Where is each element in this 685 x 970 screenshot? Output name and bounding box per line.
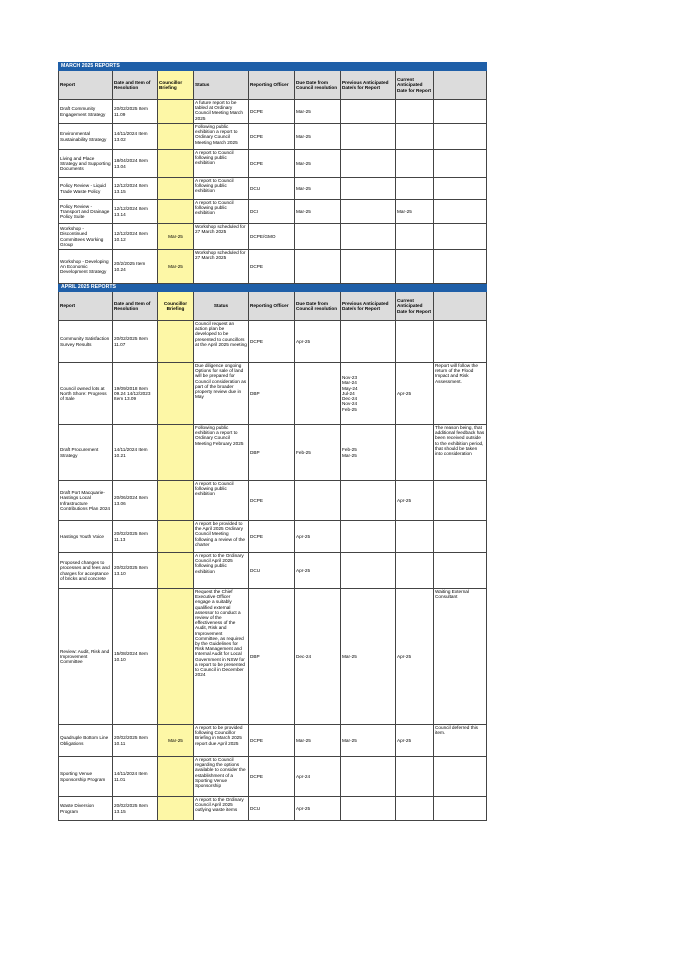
cell-previous: [341, 521, 396, 553]
cell-notes: [434, 521, 487, 553]
cell-report: Hastings Youth Voice: [59, 521, 113, 553]
cell-officer: DCU: [249, 178, 295, 200]
cell-date: 14/11/2024 Item 10.21: [113, 425, 158, 481]
cell-status: A report to Council following public exhibition: [194, 150, 249, 178]
march-header-row: [59, 71, 487, 100]
cell-notes: [434, 757, 487, 797]
column-header: Report: [59, 292, 113, 321]
cell-report: Workshop - Discontinued Committees Working Group: [59, 224, 113, 250]
cell-report: Review: Audit, Risk and Improvement Committee: [59, 589, 113, 725]
cell-current: Apr-25: [396, 589, 434, 725]
cell-date: 20/02/2025 Item 13.10: [113, 553, 158, 589]
table-row: [59, 363, 487, 425]
cell-due: Mar-25: [295, 124, 341, 150]
cell-briefing: [158, 321, 194, 363]
cell-report: Draft Procurement Strategy: [59, 425, 113, 481]
cell-notes: [434, 797, 487, 821]
table-row: [59, 481, 487, 521]
table-row: [59, 797, 487, 821]
cell-previous: [341, 100, 396, 124]
cell-briefing: [158, 200, 194, 224]
cell-officer: DBP: [249, 425, 295, 481]
cell-current: [396, 250, 434, 284]
column-header: Date and Item of Resolution: [113, 292, 158, 321]
cell-briefing: Mar-25: [158, 250, 194, 284]
cell-report: Policy Review - Transport and Drainage Policy Suite: [59, 200, 113, 224]
cell-previous: [341, 224, 396, 250]
march-section-title: [59, 63, 487, 71]
column-header: [434, 292, 487, 321]
column-header: Status: [194, 71, 249, 100]
cell-current: [396, 178, 434, 200]
cell-previous: [341, 797, 396, 821]
cell-due: Apr-24: [295, 757, 341, 797]
cell-notes: [434, 178, 487, 200]
cell-previous: [341, 178, 396, 200]
cell-notes: Council deferred this item.: [434, 725, 487, 757]
reports-table: [58, 62, 487, 821]
cell-date: 18/04/2024 Item 13.04: [113, 150, 158, 178]
cell-date: 12/12/2024 Item 10.12: [113, 224, 158, 250]
cell-status: Request the Chief Executive Officer engage a suitably qualified external assessor to conduct a review of the effectiveness of the Audit, Risk and Improvement Committee, as required by the Guidelines for Risk Management and Internal Audit for Local Government in NSW for a report to be presented to Council in December 2024: [194, 589, 249, 725]
table-row: [59, 224, 487, 250]
cell-date: 15/08/2024 Item 10.10: [113, 589, 158, 725]
cell-report: Workshop - Developing An Economic Development Strategy: [59, 250, 113, 284]
cell-notes: [434, 250, 487, 284]
table-row: [59, 521, 487, 553]
cell-current: [396, 757, 434, 797]
cell-status: A report to be provided following Councillor Briefing in March 2025 report due April 2025: [194, 725, 249, 757]
column-header: Reporting Officer: [249, 292, 295, 321]
cell-report: Waste Diversion Program: [59, 797, 113, 821]
cell-current: [396, 797, 434, 821]
cell-status: Council request an action plan be developed to be presented to councillors at the April 2025 meeting: [194, 321, 249, 363]
cell-briefing: [158, 100, 194, 124]
column-header: Current Anticipated Date for Report: [396, 292, 434, 321]
cell-briefing: [158, 521, 194, 553]
cell-notes: The reason being, that additional feedback has been received outside to the exhibition period, that should be taken into consideration: [434, 425, 487, 481]
cell-notes: [434, 150, 487, 178]
cell-previous: [341, 481, 396, 521]
column-header: Report: [59, 71, 113, 100]
cell-current: [396, 321, 434, 363]
cell-briefing: [158, 757, 194, 797]
cell-current: Apr-25: [396, 363, 434, 425]
cell-date: 20/02/2025 Item 13.15: [113, 797, 158, 821]
cell-due: Mar-25: [295, 178, 341, 200]
cell-status: Due diligence ongoing Options for sale of land will be prepared for Council consideration as part of the broader property review due in May: [194, 363, 249, 425]
cell-officer: DCPE/GMO: [249, 224, 295, 250]
cell-current: Apr-25: [396, 725, 434, 757]
cell-status: Following public exhibition a report to Ordinary Council Meeting February 2025: [194, 425, 249, 481]
cell-previous: [341, 757, 396, 797]
cell-report: Proposed changes to processes and fees and charges for acceptance of bricks and concrete: [59, 553, 113, 589]
cell-status: A future report to be tabled at Ordinary Council Meeting March 2025: [194, 100, 249, 124]
cell-current: [396, 150, 434, 178]
cell-notes: [434, 224, 487, 250]
cell-due: [295, 481, 341, 521]
table-row: [59, 178, 487, 200]
cell-current: [396, 425, 434, 481]
april-header-row: [59, 292, 487, 321]
column-header: Date and Item of Resolution: [113, 71, 158, 100]
cell-date: 14/11/2024 Item 13.02: [113, 124, 158, 150]
cell-briefing: [158, 178, 194, 200]
cell-current: Mar-25: [396, 200, 434, 224]
cell-previous: [341, 250, 396, 284]
cell-officer: DCPE: [249, 250, 295, 284]
cell-current: [396, 521, 434, 553]
cell-report: Community Satisfaction Survey Results: [59, 321, 113, 363]
column-header: Councillor Briefing: [158, 71, 194, 100]
cell-notes: [434, 200, 487, 224]
column-header: Due Date from Council resolution: [295, 71, 341, 100]
cell-report: Sporting Venue Sponsorship Program: [59, 757, 113, 797]
cell-status: A report to Council following public exhibition: [194, 200, 249, 224]
table-row: [59, 321, 487, 363]
cell-previous: Mar-25: [341, 589, 396, 725]
cell-briefing: [158, 481, 194, 521]
cell-due: Mar-25: [295, 725, 341, 757]
cell-officer: DCPE: [249, 150, 295, 178]
cell-notes: [434, 321, 487, 363]
cell-due: Apr-25: [295, 553, 341, 589]
cell-previous: [341, 150, 396, 178]
section-title: MARCH 2025 REPORTS: [59, 63, 487, 71]
cell-date: 12/12/2024 Item 13.15: [113, 178, 158, 200]
table-row: [59, 725, 487, 757]
cell-status: Following public exhibition a report to Ordinary Council Meeting March 2025: [194, 124, 249, 150]
cell-date: 19/09/2018 Item 09.24 14/12/2023 Item 13.09: [113, 363, 158, 425]
cell-officer: DCPE: [249, 124, 295, 150]
cell-due: Apr-25: [295, 797, 341, 821]
cell-report: Policy Review - Liquid Trade Waste Policy: [59, 178, 113, 200]
column-header: Reporting Officer: [249, 71, 295, 100]
cell-due: Mar-25: [295, 150, 341, 178]
cell-briefing: [158, 124, 194, 150]
cell-officer: DCI: [249, 200, 295, 224]
cell-report: Living and Place Strategy and Supporting Documents: [59, 150, 113, 178]
table-row: [59, 757, 487, 797]
cell-date: 14/11/2024 Item 11.01: [113, 757, 158, 797]
table-row: [59, 425, 487, 481]
cell-briefing: [158, 797, 194, 821]
cell-due: [295, 250, 341, 284]
cell-due: Apr-25: [295, 521, 341, 553]
column-header: Previous Anticipated Date/s for Report: [341, 292, 396, 321]
cell-previous: Mar-25: [341, 725, 396, 757]
cell-due: Mar-25: [295, 200, 341, 224]
section-title: APRIL 2025 REPORTS: [59, 284, 487, 292]
column-header: Due Date from Council resolution: [295, 292, 341, 321]
table-row: [59, 250, 487, 284]
cell-status: A report to the Ordinary Council April 2025 outlying waste items: [194, 797, 249, 821]
april-section-title: [59, 284, 487, 292]
cell-current: Apr-25: [396, 481, 434, 521]
cell-status: A report to the Ordinary Council April 2025 following public exhibition: [194, 553, 249, 589]
cell-briefing: Mar-25: [158, 224, 194, 250]
cell-officer: DCPE: [249, 481, 295, 521]
cell-officer: DCU: [249, 797, 295, 821]
cell-due: Apr-25: [295, 321, 341, 363]
cell-due: [295, 224, 341, 250]
cell-status: A report be provided to the April 2025 Ordinary Council Meeting following a review of the charter: [194, 521, 249, 553]
table-row: [59, 200, 487, 224]
cell-date: 20/02/2025 Item 11.07: [113, 321, 158, 363]
cell-report: Environmental Sustainability Strategy: [59, 124, 113, 150]
reports-document: [58, 62, 486, 821]
cell-status: Workshop scheduled for 27 March 2025: [194, 250, 249, 284]
cell-briefing: [158, 150, 194, 178]
cell-date: 12/12/2024 Item 13.14: [113, 200, 158, 224]
column-header: [434, 71, 487, 100]
cell-briefing: [158, 363, 194, 425]
column-header: Previous Anticipated Date/s for Report: [341, 71, 396, 100]
cell-notes: [434, 124, 487, 150]
cell-report: Draft Community Engagement Strategy: [59, 100, 113, 124]
table-row: [59, 124, 487, 150]
cell-status: Workshop scheduled for 27 March 2025: [194, 224, 249, 250]
table-row: [59, 100, 487, 124]
cell-briefing: Mar-25: [158, 725, 194, 757]
table-row: [59, 553, 487, 589]
cell-date: 20/02/2025 Item 10.11: [113, 725, 158, 757]
column-header: Current Anticipated Date for Report: [396, 71, 434, 100]
cell-notes: [434, 100, 487, 124]
cell-due: [295, 363, 341, 425]
cell-previous: [341, 553, 396, 589]
cell-officer: DCPE: [249, 725, 295, 757]
cell-notes: [434, 481, 487, 521]
cell-officer: DBP: [249, 363, 295, 425]
table-row: [59, 589, 487, 725]
reports-table-body: [59, 63, 487, 821]
cell-status: A report to Council following public exhibition: [194, 178, 249, 200]
table-row: [59, 150, 487, 178]
cell-previous: Nov-23 Mar-24 May-24 Jul-24 Dec-24 Nov-24 Feb-25: [341, 363, 396, 425]
column-header: Status: [194, 292, 249, 321]
cell-report: Council owned lots at North Shore: Progress of Sale: [59, 363, 113, 425]
cell-previous: [341, 124, 396, 150]
cell-due: Mar-25: [295, 100, 341, 124]
cell-due: Dec-24: [295, 589, 341, 725]
cell-previous: [341, 200, 396, 224]
cell-due: Feb-25: [295, 425, 341, 481]
cell-officer: DBP: [249, 589, 295, 725]
cell-status: A report to Council following public exhibition: [194, 481, 249, 521]
cell-report: Draft Port Macquarie-Hastings Local Infrastructure Contributions Plan 2024: [59, 481, 113, 521]
cell-officer: DCPE: [249, 521, 295, 553]
cell-date: 20/02/2025 Item 11.09: [113, 100, 158, 124]
cell-previous: [341, 321, 396, 363]
cell-date: 20/2/2025 Item 10.24: [113, 250, 158, 284]
cell-briefing: [158, 425, 194, 481]
cell-previous: Feb-25 Mar-25: [341, 425, 396, 481]
cell-officer: DCU: [249, 553, 295, 589]
cell-notes: Report will follow the return of the Flood Impact and Risk Assessment.: [434, 363, 487, 425]
cell-date: 20/02/2025 Item 11.13: [113, 521, 158, 553]
cell-current: [396, 100, 434, 124]
cell-briefing: [158, 553, 194, 589]
cell-officer: DCPE: [249, 100, 295, 124]
cell-current: [396, 553, 434, 589]
cell-notes: [434, 553, 487, 589]
cell-current: [396, 224, 434, 250]
cell-date: 20/06/2024 Item 13.06: [113, 481, 158, 521]
cell-officer: DCPE: [249, 321, 295, 363]
cell-current: [396, 124, 434, 150]
column-header: Councillor Briefing: [158, 292, 194, 321]
cell-status: A report to Council regarding the options available to consider the establishment of a Sporting Venue Sponsorship: [194, 757, 249, 797]
cell-notes: Waiting External Consultant: [434, 589, 487, 725]
cell-report: Quadruple Bottom Line Obligations: [59, 725, 113, 757]
cell-officer: DCPE: [249, 757, 295, 797]
cell-briefing: [158, 589, 194, 725]
